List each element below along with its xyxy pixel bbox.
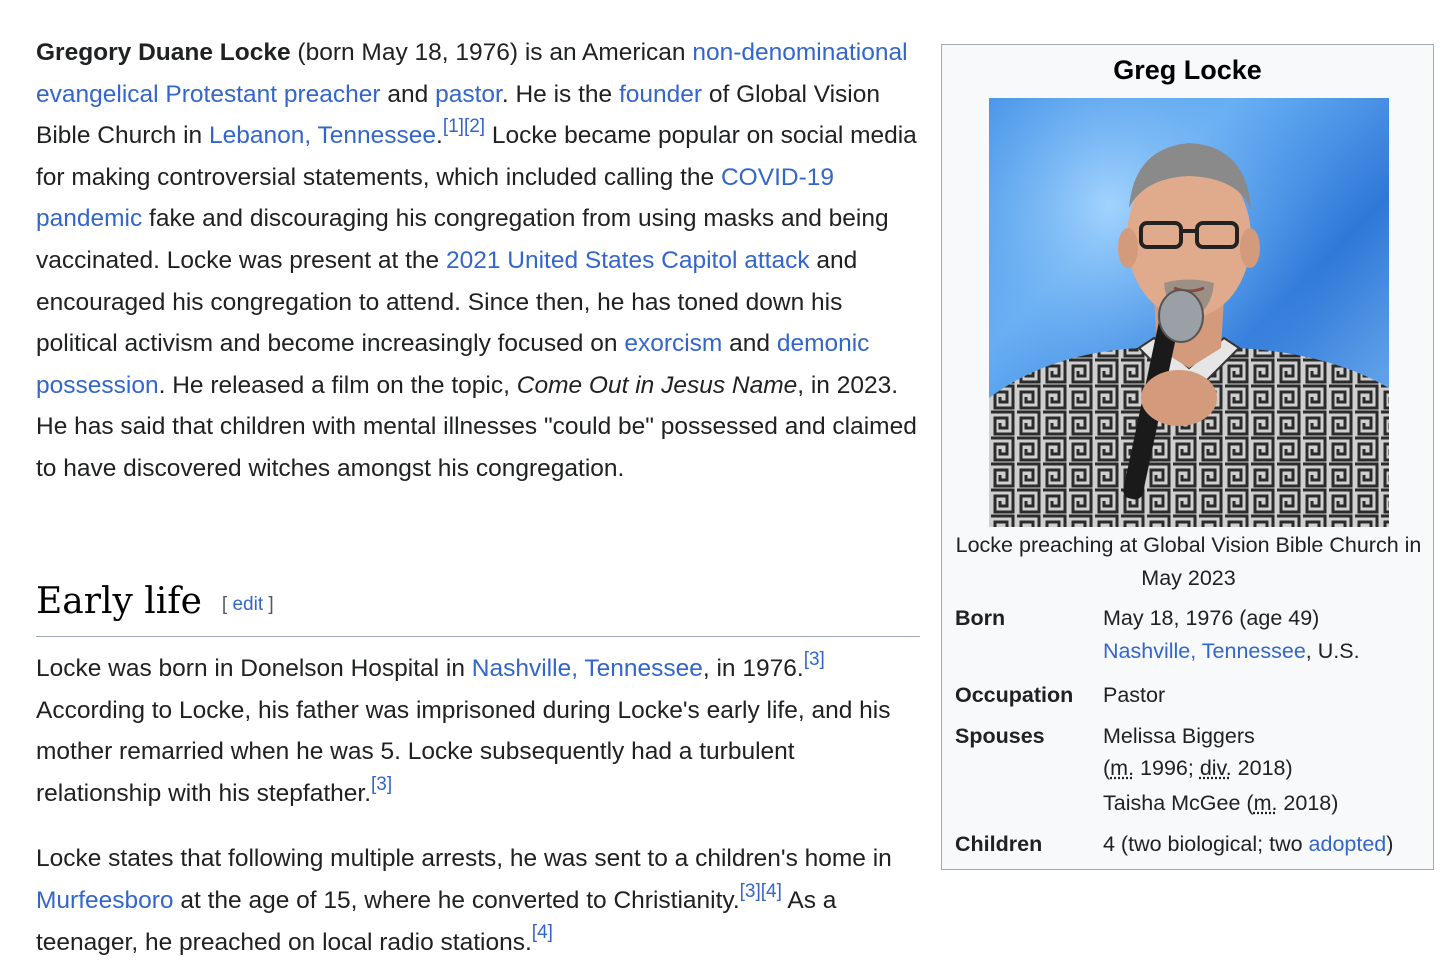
section-heading-early-life	[36, 574, 920, 637]
citation-1[interactable]: [1]	[442, 116, 464, 138]
spouses-label: Spouses	[955, 724, 1045, 748]
intro-paragraph	[36, 32, 926, 490]
link-born-place[interactable]: Nashville, Tennessee	[1103, 639, 1306, 663]
citation-4[interactable]: [4]	[531, 922, 553, 944]
spouses-value: Melissa Biggers (m. 1996; div. 2018) Taisha McGee (m. 2018)	[1103, 724, 1339, 815]
link-demonic-possession[interactable]: demonic possession	[36, 330, 870, 399]
link-exorcism[interactable]: exorcism	[624, 330, 723, 358]
link-nondenominational[interactable]: non-denominational evangelical Protestant preacher	[36, 39, 908, 108]
intro-text: .	[436, 122, 443, 150]
link-murfeesboro[interactable]: Murfeesboro	[36, 886, 174, 914]
photo-caption: Locke preaching at Global Vision Bible Church in May 2023	[955, 533, 1422, 590]
portrait-photo[interactable]	[989, 98, 1389, 527]
intro-text: (born May 18, 1976) is an American	[290, 39, 693, 66]
children-value: 4 (two biological; two adopted)	[1103, 832, 1394, 856]
link-lebanon-tennessee[interactable]: Lebanon, Tennessee	[208, 122, 437, 150]
intro-text: and	[380, 80, 436, 108]
intro-text: . He is the	[501, 80, 619, 108]
occupation-value: Pastor	[1103, 683, 1166, 707]
portrait-illustration	[989, 98, 1389, 527]
divorced-abbr: div.	[1199, 756, 1232, 780]
married-abbr: m.	[1253, 791, 1278, 815]
link-capitol-attack[interactable]: 2021 United States Capitol attack	[445, 246, 810, 274]
citation-2[interactable]: [2]	[463, 116, 486, 138]
citation-3[interactable]: [3]	[739, 880, 761, 902]
link-nashville-tennessee[interactable]: Nashville, Tennessee	[471, 655, 703, 682]
film-title: Come Out in Jesus Name	[516, 371, 798, 399]
link-adopted[interactable]: adopted	[1308, 832, 1387, 856]
early-life-paragraph-1: Locke was born in Donelson Hospital in Nashville, Tennessee, in 1976.[3] According to Locke, his father was imprisoned during Locke's early life, and his mother remarried when he was 5. Locke subsequently had a turbulent relationship with his stepfather.[3]	[36, 648, 891, 807]
born-label: Born	[955, 606, 1006, 630]
link-pastor[interactable]: pastor	[435, 80, 502, 108]
born-value: May 18, 1976 (age 49) Nashville, Tennessee, U.S.	[1103, 606, 1360, 663]
intro-text: , in 2023. He has said that children with mental illnesses "could be" possessed and claimed to have discovered witches amongst his congregation.	[36, 371, 917, 482]
children-label: Children	[955, 832, 1043, 856]
link-covid-19-pandemic[interactable]: COVID-19 pandemic	[36, 163, 834, 233]
intro-text: and encouraged his congregation to attend. Since then, he has toned down his political activism and become increasingly focused on	[36, 246, 858, 358]
intro-text: . He released a film on the topic,	[158, 371, 517, 399]
subject-name: Gregory Duane Locke	[36, 39, 291, 66]
married-abbr: m.	[1110, 756, 1135, 780]
occupation-label: Occupation	[955, 683, 1074, 707]
early-life-paragraph-2: Locke states that following multiple arrests, he was sent to a children's home in Murfeesboro at the age of 15, where he converted to Christianity.[3][4] As a teenager, he preached on local radio stations.[4]	[36, 845, 892, 956]
edit-link[interactable]: edit	[232, 594, 264, 615]
edit-section: [ edit ]	[221, 594, 274, 615]
intro-text: of Global Vision Bible Church in	[36, 80, 881, 150]
citation-3[interactable]: [3]	[803, 648, 825, 670]
infobox-title: Greg Locke	[1113, 55, 1262, 85]
intro-text: and	[722, 330, 777, 358]
spouse-1-name: Melissa Biggers	[1103, 724, 1255, 748]
early-life-content	[36, 648, 926, 963]
intro-text: Locke became popular on social media for making controversial statements, which included calling the	[36, 122, 917, 191]
spouse-2-name: Taisha McGee (	[1103, 791, 1254, 815]
born-date: May 18, 1976 (age 49)	[1103, 606, 1320, 630]
link-founder[interactable]: founder	[618, 80, 703, 108]
citation-3[interactable]: [3]	[371, 773, 393, 795]
citation-4[interactable]: [4]	[760, 880, 782, 902]
intro-text: fake and discouraging his congregation from using masks and being vaccinated. Locke was present at the	[36, 205, 889, 274]
infobox	[941, 44, 1434, 870]
section-title: Early life	[36, 581, 202, 622]
